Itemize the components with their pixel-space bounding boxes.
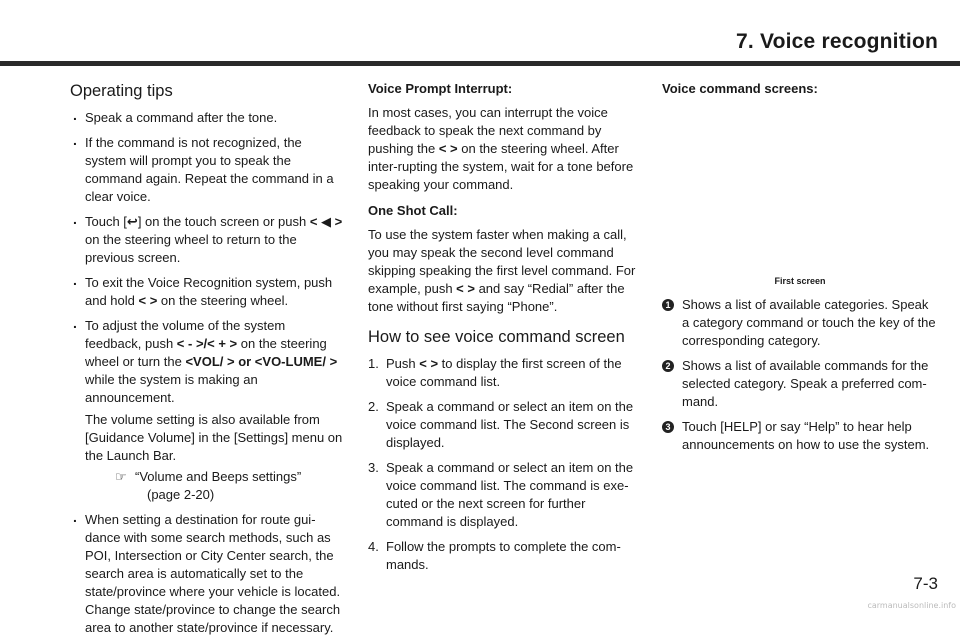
voice-prompt-interrupt-text: In most cases, you can interrupt the voice feedback to speak the next command by pushing the < > on the steering wheel. After inter-rupting the system, wait for a tone before speaking your command. [368, 105, 634, 192]
tip-continuation: The volume setting is also available from [Guidance Volume] in the [Settings] menu on the Launch Bar. [85, 412, 343, 463]
step-item: 3. Speak a command or select an item on the voice command list. The command is exe-cuted or the next screen for further command is displayed. [368, 460, 634, 529]
voice-command-screens-heading: Voice command screens: [662, 81, 818, 96]
step-item: 4. Follow the prompts to complete the com-mands. [368, 539, 621, 572]
callout-text: Shows a list of available categories. Speak a category command or touch the key of the corresponding category. [682, 297, 936, 348]
tip-item: . Speak a command after the tone. [70, 109, 345, 127]
tip-item: . When setting a destination for route gui-dance with some search methods, such as POI, Intersection or City Center search, the search area is automatically set to the state/province where your vehicle is located. Change state/province to change the search area to another state/province if necessary. [70, 511, 345, 637]
talk-key-label: < > [456, 281, 475, 296]
talk-key-label: < > [419, 356, 439, 371]
vol-knob-label: <VOL/ > or <VO-LUME/ > [185, 354, 338, 369]
page-header-title: 7. Voice recognition [736, 30, 938, 53]
how-to-heading: How to see voice command screen [368, 328, 625, 346]
tip-item: . To exit the Voice Recognition system, push and hold < > on the steering wheel. [70, 274, 345, 310]
one-shot-call-text: To use the system faster when making a call, you may speak the second level command skipping speaking the first level command. For example, push < > and say “Redial” after the tone without first saying “Phone”. [368, 227, 636, 314]
callout-text: Shows a list of available commands for the selected category. Speak a preferred com-mand. [682, 358, 929, 409]
callout-text: Touch [HELP] or say “Help” to hear help announcements on how to use the system. [682, 419, 930, 452]
callout-item [662, 418, 938, 454]
reference-title: “Volume and Beeps settings” [135, 469, 302, 484]
talk-key-label: < > [138, 293, 158, 308]
talk-key-label: < > [438, 141, 458, 156]
volume-key-label: < - >/< + > [176, 336, 238, 351]
header-rule [0, 61, 960, 66]
back-key-label: < ◀ > [309, 214, 343, 229]
column-operating-tips [70, 80, 345, 644]
one-shot-call-heading: One Shot Call: [368, 203, 458, 218]
tip-item: . To adjust the volume of the system feedback, push < - >/< + > on the steering wheel or turn the <VOL/ > or <VO-LUME/ > while the system is making an announcement. The volume setting is also available from [Guidance Volume] in the [Settings] menu on the Launch Bar. ☞ “Volume and Beeps settings” (page 2-20) [70, 317, 345, 504]
tip-item: . Touch [↩] on the touch screen or push < ◀ > on the steering wheel to return to the previous screen. [70, 213, 345, 267]
step-item: 2. Speak a command or select an item on the voice command list. The Second screen is displayed. [368, 399, 634, 450]
back-icon: ↩ [126, 214, 138, 229]
how-to-steps [368, 355, 640, 574]
reference-icon: ☞ [115, 469, 127, 484]
figure-area [662, 104, 938, 269]
tip-item: . If the command is not recognized, the system will prompt you to speak the command again. Repeat the command in a clear voice. [70, 134, 345, 206]
callout-number: 3 [662, 421, 674, 433]
callout-number: 2 [662, 360, 674, 372]
callout-item [662, 296, 938, 350]
voice-prompt-interrupt-heading: Voice Prompt Interrupt: [368, 81, 513, 96]
cross-reference [115, 468, 345, 504]
watermark: carmanualsonline.info [867, 601, 956, 610]
operating-tips-list [70, 109, 345, 637]
reference-page: (page 2-20) [147, 487, 215, 502]
page-number: 7-3 [913, 574, 938, 593]
callout-item [662, 357, 938, 411]
callout-number: 1 [662, 299, 674, 311]
column-interrupt-oneshot [368, 80, 640, 581]
figure-caption: First screen [774, 276, 826, 286]
operating-tips-heading: Operating tips [70, 82, 173, 100]
column-command-screens [662, 80, 938, 461]
step-item: 1. Push < > to display the first screen of the voice command list. [368, 356, 622, 389]
